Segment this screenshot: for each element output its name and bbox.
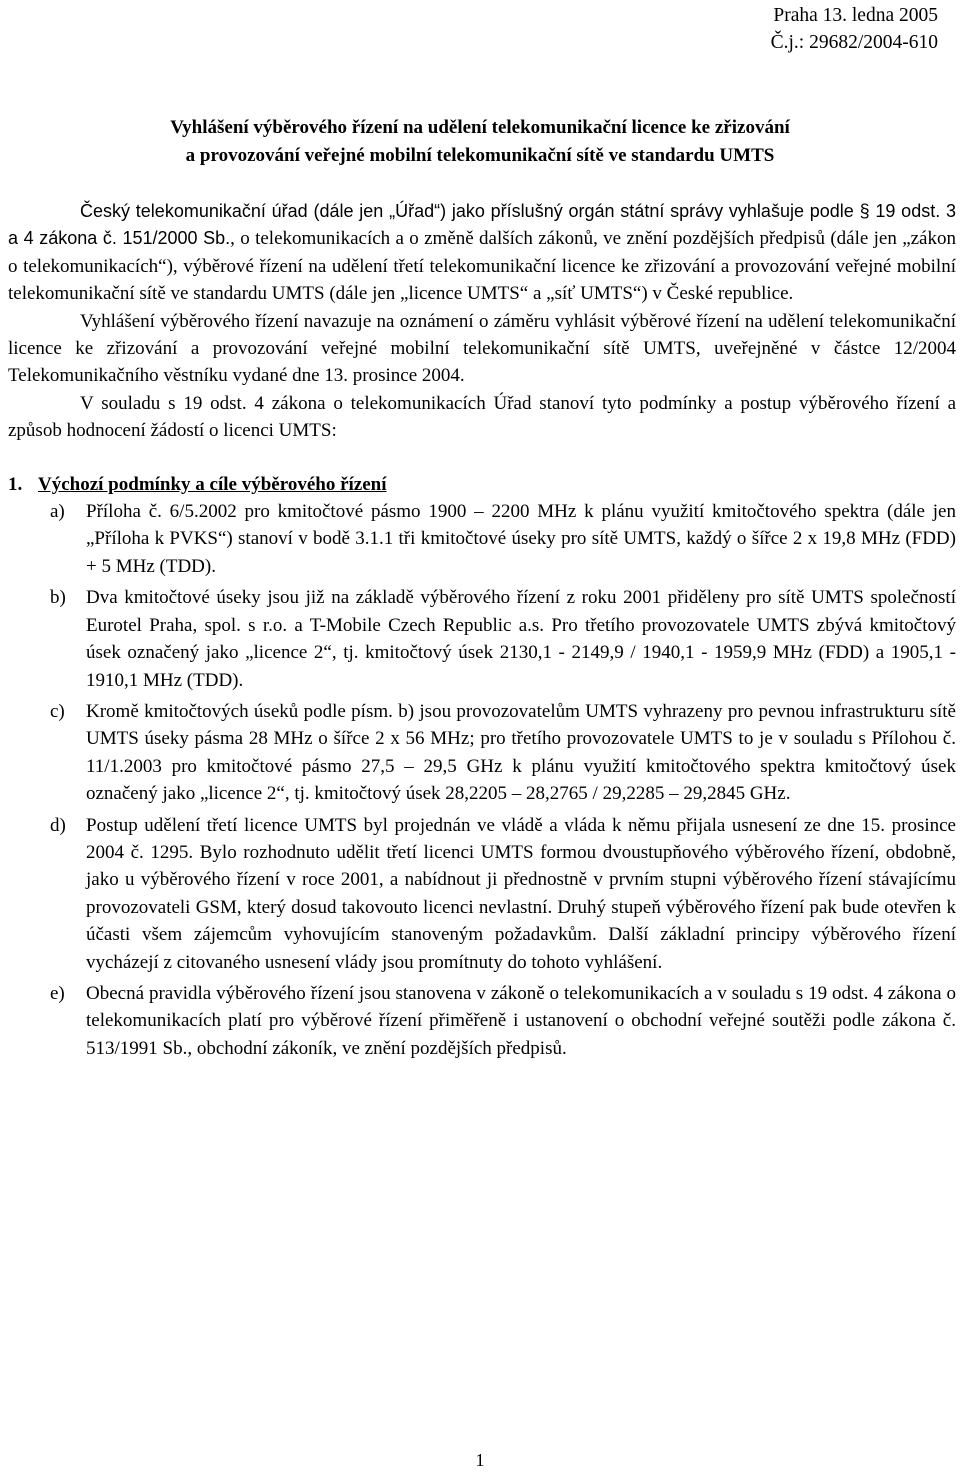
list-item-marker: e) <box>50 982 65 1004</box>
title-line-1: Vyhlášení výběrového řízení na udělení telekomunikační licence ke zřizování <box>170 117 790 138</box>
intro-paragraph-1 <box>8 198 956 308</box>
intro-paragraph-3: V souladu s 19 odst. 4 zákona o telekomunikacích Úřad stanoví tyto podmínky a postup výběrového řízení a způsob hodnocení žádostí o licenci UMTS: <box>8 392 956 442</box>
reference-number: Č.j.: 29682/2004-610 <box>770 32 938 53</box>
title-line-2: a provozování veřejné mobilní telekomunikační sítě ve standardu UMTS <box>185 145 775 166</box>
list-item-marker: d) <box>50 814 66 836</box>
intro-paragraph-2: Vyhlášení výběrového řízení navazuje na oznámení o záměru vyhlásit výběrové řízení na udělení telekomunikační licence ke zřizování a provozování veřejné mobilní telekomunikační sítě UMTS, uveřejněné v částce 12/2004 Telekomunikačního věstníku vydané dne 13. prosince 2004. <box>8 310 956 387</box>
list-item-marker: b) <box>50 587 66 609</box>
list-item-c <box>8 698 956 808</box>
list-item-b <box>8 584 956 694</box>
document-title <box>8 114 952 170</box>
list-item-text: Dva kmitočtové úseky jsou již na základě výběrového řízení z roku 2001 přiděleny pro sítě UMTS společností Eurotel Praha, spol. s r.o. a T-Mobile Czech Republic a.s. Pro třetího provozovatele UMTS zbývá kmitočtový úsek označený jako „licence 2“, tj. kmitočtový úsek 2130,1 - 2149,9 / 1940,1 - 1959,9 MHz (FDD) a 1905,1 - 1910,1 MHz (TDD). <box>86 587 956 691</box>
section-1-list <box>8 498 956 1062</box>
list-item-marker: c) <box>50 700 65 722</box>
list-item-d <box>8 812 956 976</box>
list-item-marker: a) <box>50 501 65 523</box>
list-item-e <box>8 980 956 1062</box>
list-item-text: Obecná pravidla výběrového řízení jsou stanovena v zákoně o telekomunikacích a v souladu s 19 odst. 4 zákona o telekomunikacích platí pro výběrové řízení přiměřeně i ustanovení o obchodní veřejné soutěži podle zákona č. 513/1991 Sb., obchodní zákoník, ve znění pozdějších předpisů. <box>86 982 956 1059</box>
list-item-a <box>8 498 956 580</box>
list-item-text: Kromě kmitočtových úseků podle písm. b) jsou provozovatelům UMTS vyhrazeny pro pevnou infrastrukturu sítě UMTS úseky pásma 28 MHz o šířce 2 x 56 MHz; pro třetího provozovatele UMTS to je v souladu s Přílohou č. 11/1.2003 pro kmitočtové pásmo 27,5 – 29,5 GHz k plánu využití kmitočtového spektra kmitočtový úsek označený jako „licence 2“, tj. kmitočtový úsek 28,2205 – 28,2765 / 29,2285 – 29,2845 GHz. <box>86 700 956 805</box>
page-number: 1 <box>475 1450 485 1470</box>
section-1-number: 1. <box>8 473 23 495</box>
list-item-text: Postup udělení třetí licence UMTS byl projednán ve vládě a vláda k němu přijala usnesení ze dne 15. prosince 2004 č. 1295. Bylo rozhodnuto udělit třetí licenci UMTS formou dvoustupňového výběrového řízení, obdobně, jako u výběrového řízení v roce 2001, a nabídnout ji přednostně v prvním stupni výběrového řízení stávajícímu provozovateli GSM, který dosud takovouto licenci nevlastní. Druhý stupeň výběrového řízení pak bude otevřen k účasti všem zájemcům vyhovujícím stanoveným požadavkům. Další základní principy výběrového řízení vycházejí z citovaného usnesení vlády jsou promítnuty do tohoto vyhlášení. <box>86 814 956 973</box>
intro-paragraph-1-rest: , o telekomunikacích a o změně dalších zákonů, ve znění pozdějších předpisů (dále jen „zákon o telekomunikacích“), výběrové řízení na udělení třetí telekomunikační licence ke zřizování a provozování veřejné mobilní telekomunikační sítě ve standardu UMTS (dále jen „licence UMTS“ a „síť UMTS“) v České republice. <box>8 228 956 305</box>
document-date: Praha 13. ledna 2005 <box>773 5 938 26</box>
section-1-title: Výchozí podmínky a cíle výběrového řízení <box>38 473 387 495</box>
intro-paragraph-1-sans: Český telekomunikační úřad (dále jen „Úřad“) jako příslušný orgán státní správy vyhlašuje podle § 19 odst. 3 a 4 zákona č. 151/2000 Sb. <box>8 201 956 249</box>
section-1-heading <box>8 471 956 498</box>
list-item-text: Příloha č. 6/5.2002 pro kmitočtové pásmo 1900 – 2200 MHz k plánu využití kmitočtového spektra (dále jen „Příloha k PVKS“) stanoví v bodě 3.1.1 tři kmitočtové úseky pro sítě UMTS, každý o šířce 2 x 19,8 MHz (FDD) + 5 MHz (TDD). <box>86 501 956 577</box>
document-header <box>771 2 938 56</box>
document-body <box>8 198 956 1062</box>
